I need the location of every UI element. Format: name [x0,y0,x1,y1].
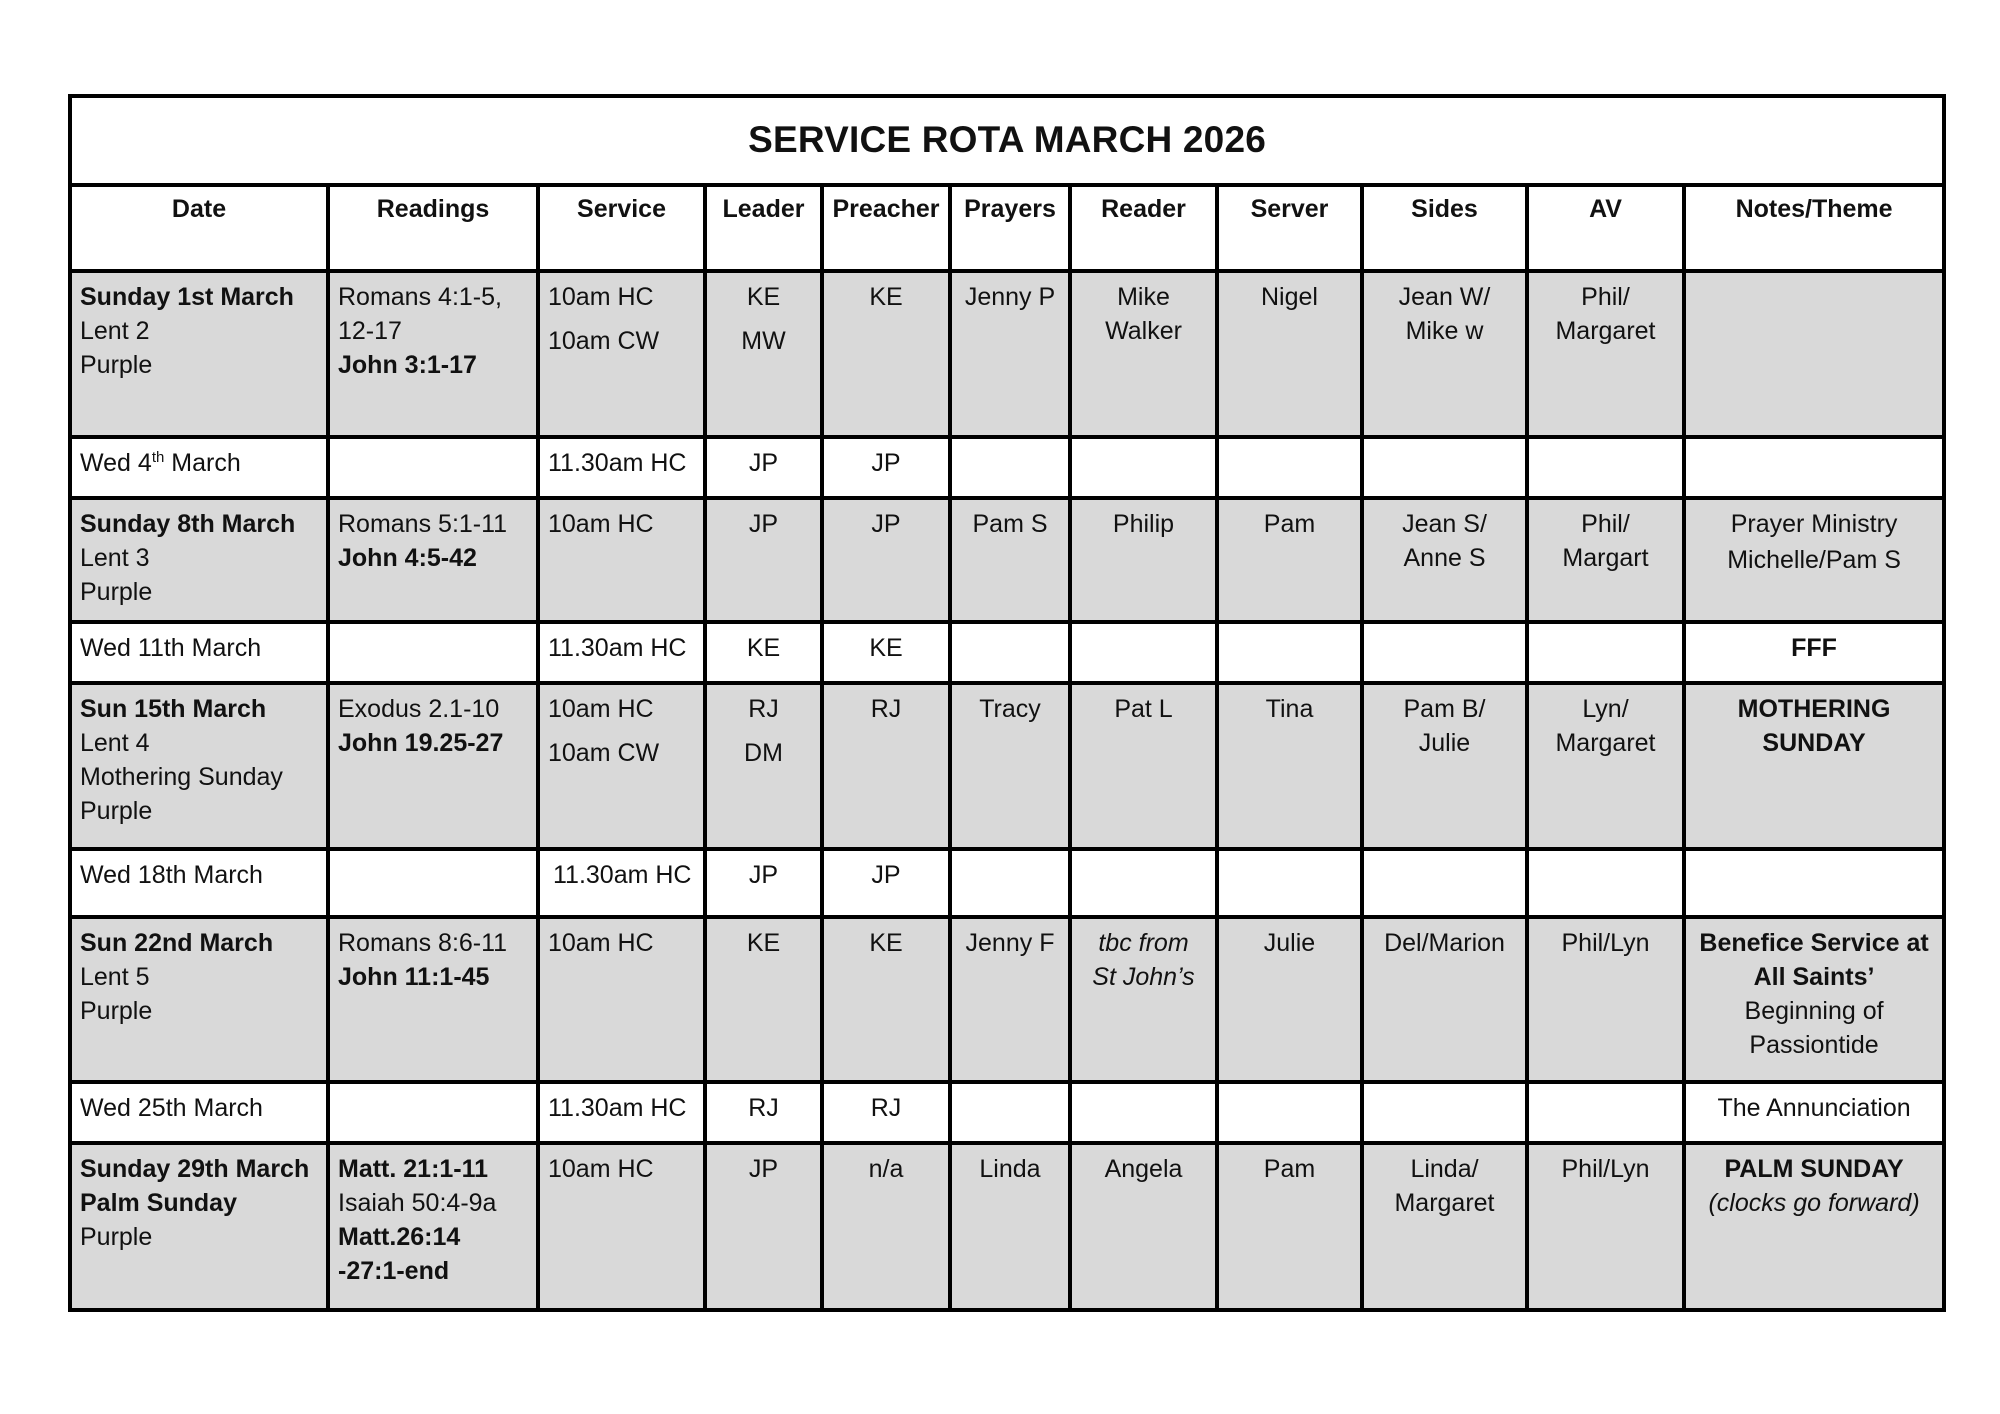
table-row [70,498,1944,622]
sides-line: Mike w [1405,317,1484,346]
reader-line: Pat L [1114,695,1173,724]
date-line: Sun 22nd March [80,928,274,957]
notes-line: SUNDAY [1762,729,1866,758]
notes-cell [1684,1143,1944,1310]
reading-line: -27:1-end [338,1257,450,1286]
server-cell [1217,437,1362,498]
header-server: Server [1217,185,1362,271]
date-cell [70,622,328,683]
sides-line: Anne S [1403,543,1486,572]
date-cell [70,271,328,437]
prayers-cell: Jenny P [950,271,1070,437]
service-cell [538,271,705,437]
date-line: Sunday 8th March [80,509,296,538]
av-line: Phil/Lyn [1561,928,1650,957]
reading-line: Romans 8:6-11 [338,928,508,957]
leader-cell [705,1082,822,1143]
date-cell [70,683,328,849]
sides-cell [1362,849,1527,917]
sides-line: Del/Marion [1384,928,1505,957]
readings-cell [328,683,538,849]
date-line: Wed 4 [80,448,152,477]
table-row [70,683,1944,849]
leader-line: KE [746,634,781,663]
notes-cell [1684,1082,1944,1143]
reading-line: Matt.26:14 [338,1223,461,1252]
preacher-cell: n/a [822,1143,950,1310]
prayers-cell [950,622,1070,683]
notes-line: Passiontide [1749,1030,1879,1059]
service-line: 10am CW [548,739,660,768]
service-line: 10am HC [548,283,654,312]
date-line: Lent 2 [80,317,150,346]
notes-cell [1684,849,1944,917]
header-preacher: Preacher [822,185,950,271]
header-prayers: Prayers [950,185,1070,271]
server-cell: Tina [1217,683,1362,849]
leader-cell [705,271,822,437]
reading-line: Exodus 2.1-10 [338,695,500,724]
reader-cell [1070,917,1217,1083]
preacher-cell: KE [822,917,950,1083]
sides-cell [1362,498,1527,622]
readings-cell [328,917,538,1083]
notes-cell [1684,917,1944,1083]
reader-cell [1070,437,1217,498]
date-cell [70,917,328,1083]
preacher-cell: KE [822,271,950,437]
service-cell [538,622,705,683]
av-cell [1527,1082,1684,1143]
notes-line: PALM SUNDAY [1724,1155,1904,1184]
reader-cell [1070,1082,1217,1143]
leader-cell [705,849,822,917]
server-cell [1217,622,1362,683]
reading-line: John 11:1-45 [338,962,490,991]
preacher-cell: RJ [822,683,950,849]
page-title: SERVICE ROTA MARCH 2026 [70,96,1944,185]
date-cell [70,1143,328,1310]
table-row [70,1082,1944,1143]
service-line: 11.30am HC [548,634,687,663]
header-notes: Notes/Theme [1684,185,1944,271]
server-cell [1217,1082,1362,1143]
readings-cell [328,271,538,437]
date-cell [70,1082,328,1143]
service-line: 11.30am HC [548,448,687,477]
notes-cell [1684,622,1944,683]
date-line: Wed 18th March [80,861,263,890]
sides-line: Jean S/ [1402,509,1487,538]
reading-line: Isaiah 50:4-9a [338,1189,497,1218]
header-row [70,185,1944,271]
date-line: Wed 25th March [80,1094,263,1123]
service-rota-table [68,94,1946,1312]
date-line: Purple [80,797,153,826]
leader-line: JP [748,1155,779,1184]
service-cell [538,683,705,849]
notes-line: Beginning of [1744,996,1884,1025]
sides-cell [1362,917,1527,1083]
sides-cell [1362,1143,1527,1310]
prayers-cell: Jenny F [950,917,1070,1083]
date-line: Wed 11th March [80,634,262,663]
reader-line: Mike [1117,283,1170,312]
table-row [70,917,1944,1083]
sides-cell [1362,271,1527,437]
date-line: Lent 3 [80,543,150,572]
av-line: Phil/ [1581,283,1630,312]
service-line: 10am HC [548,509,654,538]
reading-line: Romans 4:1-5, [338,283,502,312]
server-cell: Julie [1217,917,1362,1083]
reading-line: John 3:1-17 [338,351,477,380]
sides-line: Pam B/ [1403,695,1486,724]
header-reader: Reader [1070,185,1217,271]
header-date: Date [70,185,328,271]
date-line: Sun 15th March [80,695,267,724]
service-line: 10am HC [548,928,654,957]
service-cell [538,498,705,622]
leader-line: RJ [748,1094,779,1123]
av-cell [1527,271,1684,437]
readings-cell [328,849,538,917]
notes-line: Michelle/Pam S [1727,545,1901,574]
sides-cell [1362,622,1527,683]
reader-cell [1070,271,1217,437]
date-line: March [164,448,241,477]
preacher-cell: JP [822,437,950,498]
date-cell [70,849,328,917]
leader-cell [705,1143,822,1310]
notes-cell [1684,437,1944,498]
reader-line: tbc from [1098,928,1189,957]
header-av: AV [1527,185,1684,271]
readings-cell [328,622,538,683]
reading-line: John 4:5-42 [338,543,477,572]
prayers-cell: Tracy [950,683,1070,849]
service-line: 10am HC [548,1155,654,1184]
header-leader: Leader [705,185,822,271]
av-cell [1527,917,1684,1083]
leader-line: KE [746,928,781,957]
sides-line: Linda/ [1410,1155,1479,1184]
date-line: Purple [80,351,153,380]
preacher-cell: RJ [822,1082,950,1143]
notes-line: FFF [1791,634,1837,663]
service-cell [538,917,705,1083]
av-cell [1527,1143,1684,1310]
preacher-cell: JP [822,849,950,917]
reader-cell [1070,622,1217,683]
date-line: Sunday 1st March [80,283,294,312]
date-line: Lent 4 [80,729,150,758]
readings-cell [328,1143,538,1310]
service-line: 10am CW [548,327,660,356]
notes-line: All Saints’ [1753,962,1875,991]
notes-line: Benefice Service at [1699,928,1929,957]
av-cell [1527,849,1684,917]
date-line: Sunday 29th March [80,1155,310,1184]
leader-line: DM [744,739,783,768]
table-row [70,622,1944,683]
sides-cell [1362,437,1527,498]
service-line: 10am HC [548,695,654,724]
table-row [70,437,1944,498]
leader-line: RJ [748,695,779,724]
av-line: Phil/Lyn [1561,1155,1650,1184]
av-line: Margaret [1555,317,1656,346]
av-line: Margaret [1555,729,1656,758]
leader-line: JP [748,448,779,477]
notes-cell [1684,683,1944,849]
prayers-cell: Linda [950,1143,1070,1310]
preacher-cell: JP [822,498,950,622]
server-cell: Pam [1217,1143,1362,1310]
av-cell [1527,622,1684,683]
reading-line: Romans 5:1-11 [338,509,508,538]
date-line: Purple [80,577,153,606]
reader-line: Angela [1104,1155,1183,1184]
date-line: Mothering Sunday [80,763,283,792]
reader-cell [1070,1143,1217,1310]
reading-line: John 19.25-27 [338,729,504,758]
server-cell: Pam [1217,498,1362,622]
prayers-cell [950,1082,1070,1143]
reading-line: 12-17 [338,317,402,346]
readings-cell [328,437,538,498]
prayers-cell: Pam S [950,498,1070,622]
av-cell [1527,498,1684,622]
sides-line: Julie [1418,729,1471,758]
leader-line: KE [746,283,781,312]
service-line: 11.30am HC [553,861,692,890]
leader-line: MW [741,327,786,356]
reader-line: Walker [1105,317,1182,346]
av-line: Phil/ [1581,509,1630,538]
date-line: Purple [80,996,153,1025]
server-cell: Nigel [1217,271,1362,437]
service-cell [538,1143,705,1310]
leader-cell [705,917,822,1083]
reading-line: Matt. 21:1-11 [338,1155,489,1184]
date-line: Purple [80,1223,153,1252]
av-line: Margart [1562,543,1649,572]
date-cell [70,437,328,498]
reader-line: St John’s [1092,962,1195,991]
sides-line: Margaret [1394,1189,1495,1218]
service-line: 11.30am HC [548,1094,687,1123]
leader-cell [705,683,822,849]
readings-cell [328,498,538,622]
notes-line: Prayer Ministry [1730,509,1898,538]
readings-cell [328,1082,538,1143]
leader-cell [705,498,822,622]
reader-cell [1070,498,1217,622]
table-row [70,849,1944,917]
av-cell [1527,437,1684,498]
notes-line: (clocks go forward) [1708,1189,1920,1218]
leader-cell [705,437,822,498]
date-line: Lent 5 [80,962,150,991]
service-cell [538,437,705,498]
av-line: Lyn/ [1582,695,1629,724]
reader-cell [1070,683,1217,849]
table-row [70,271,1944,437]
server-cell [1217,849,1362,917]
prayers-cell [950,437,1070,498]
date-line: Palm Sunday [80,1189,237,1218]
leader-line: JP [748,861,779,890]
service-cell [538,1082,705,1143]
preacher-cell: KE [822,622,950,683]
notes-line: The Annunciation [1717,1094,1911,1123]
header-sides: Sides [1362,185,1527,271]
date-cell [70,498,328,622]
header-readings: Readings [328,185,538,271]
notes-line: MOTHERING [1737,695,1891,724]
reader-line: Philip [1112,509,1175,538]
date-suffix: th [151,448,165,466]
service-cell [538,849,705,917]
leader-cell [705,622,822,683]
prayers-cell [950,849,1070,917]
header-service: Service [538,185,705,271]
leader-line: JP [748,509,779,538]
notes-cell [1684,271,1944,437]
notes-cell [1684,498,1944,622]
table-row [70,1143,1944,1310]
sides-line: Jean W/ [1398,283,1491,312]
sides-cell [1362,1082,1527,1143]
av-cell [1527,683,1684,849]
reader-cell [1070,849,1217,917]
sides-cell [1362,683,1527,849]
